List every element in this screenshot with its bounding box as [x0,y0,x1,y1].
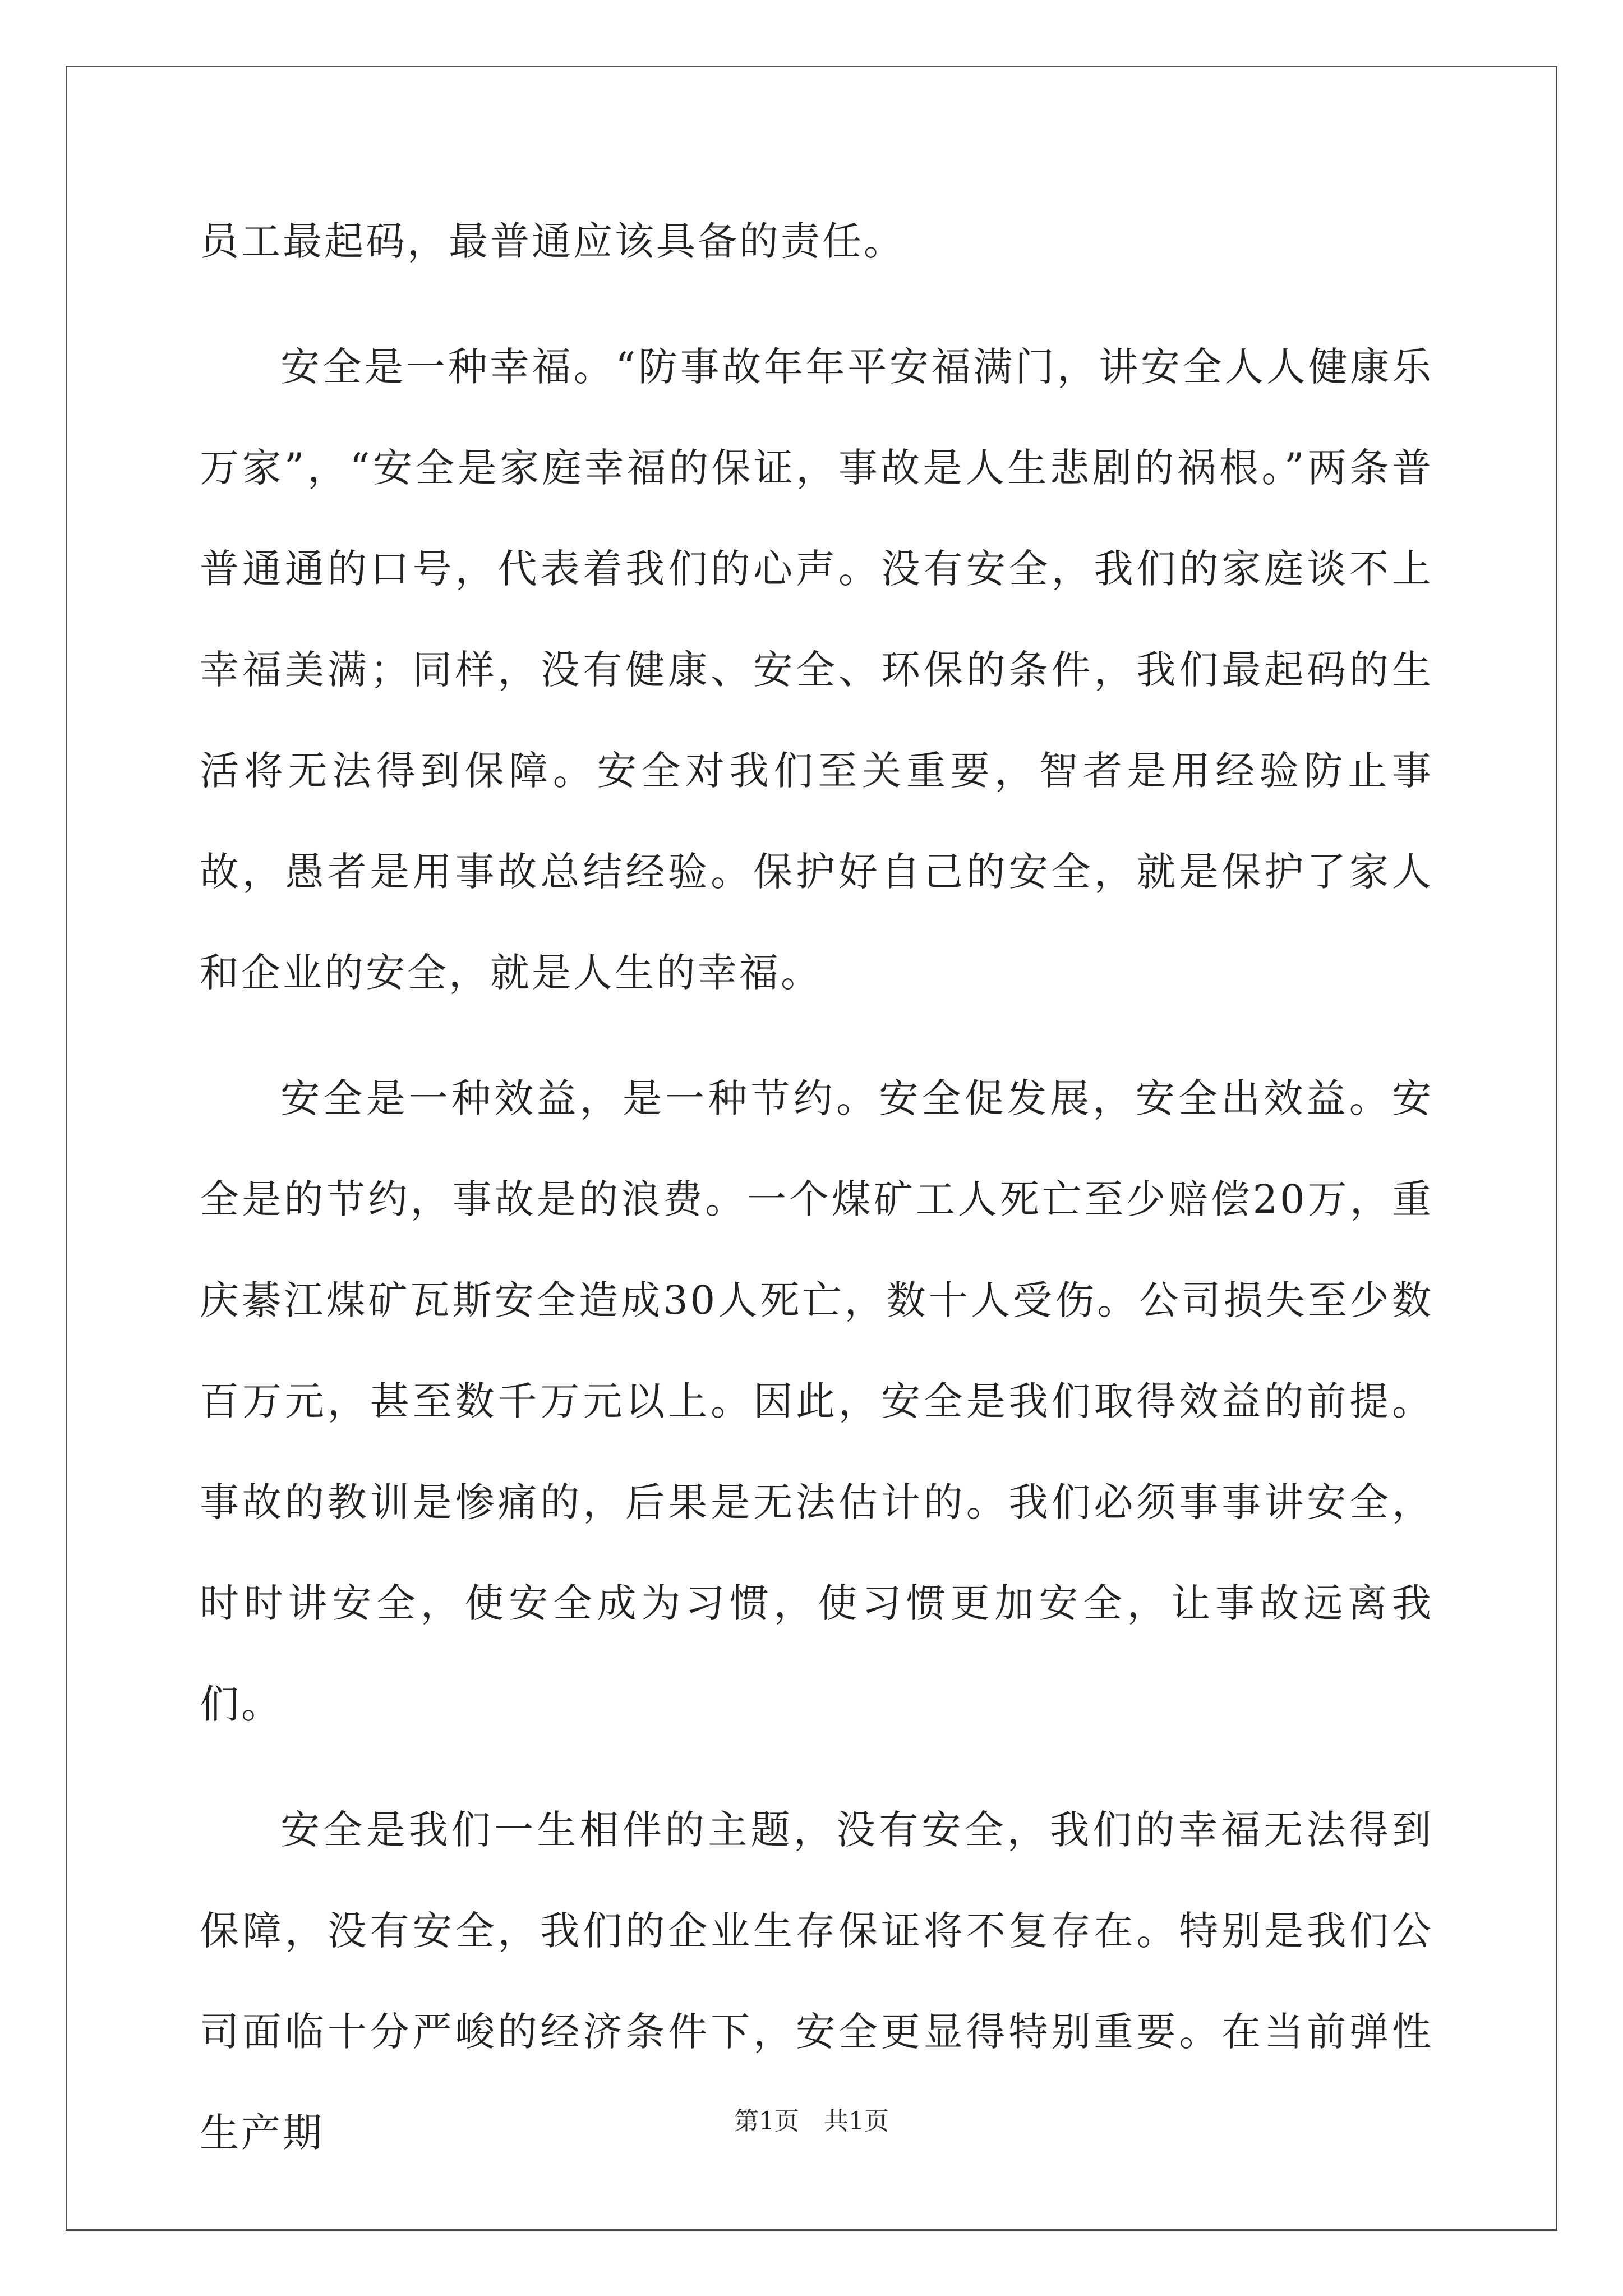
paragraph-4: 安全是我们一生相伴的主题，没有安全，我们的幸福无法得到保障，没有安全，我们的企业生存保证将不复存在。特别是我们公司面临十分严峻的经济条件下，安全更显得特别重要。在当前弹性生产期 [200,1807,1433,2156]
page-number-footer: 第1页 共1页 [734,2107,889,2136]
paragraph-2: 安全是一种幸福。“防事故年年平安福满门，讲安全人人健康乐万家”，“安全是家庭幸福的保证，事故是人生悲剧的祸根。”两条普普通通的口号，代表着我们的心声。没有安全，我们的家庭谈不上幸福美满；同样，没有健康、安全、环保的条件，我们最起码的生活将无法得到保障。安全对我们至关重要，智者是用经验防止事故，愚者是用事故总结经验。保护好自己的安全，就是保护了家人和企业的安全，就是人生的幸福。 [200,344,1433,996]
paragraph-3: 安全是一种效益，是一种节约。安全促发展，安全出效益。安全是的节约，事故是的浪费。一个煤矿工人死亡至少赔偿20万，重庆綦江煤矿瓦斯安全造成30人死亡，数十人受伤。公司损失至少数百万元，甚至数千万元以上。因此，安全是我们取得效益的前提。事故的教训是惨痛的，后果是无法估计的。我们必须事事讲安全，时时讲安全，使安全成为习惯，使习惯更加安全，让事故远离我们。 [200,1075,1433,1727]
paragraph-1: 员工最起码，最普通应该具备的责任。 [200,218,905,264]
document-body [200,191,1433,2208]
